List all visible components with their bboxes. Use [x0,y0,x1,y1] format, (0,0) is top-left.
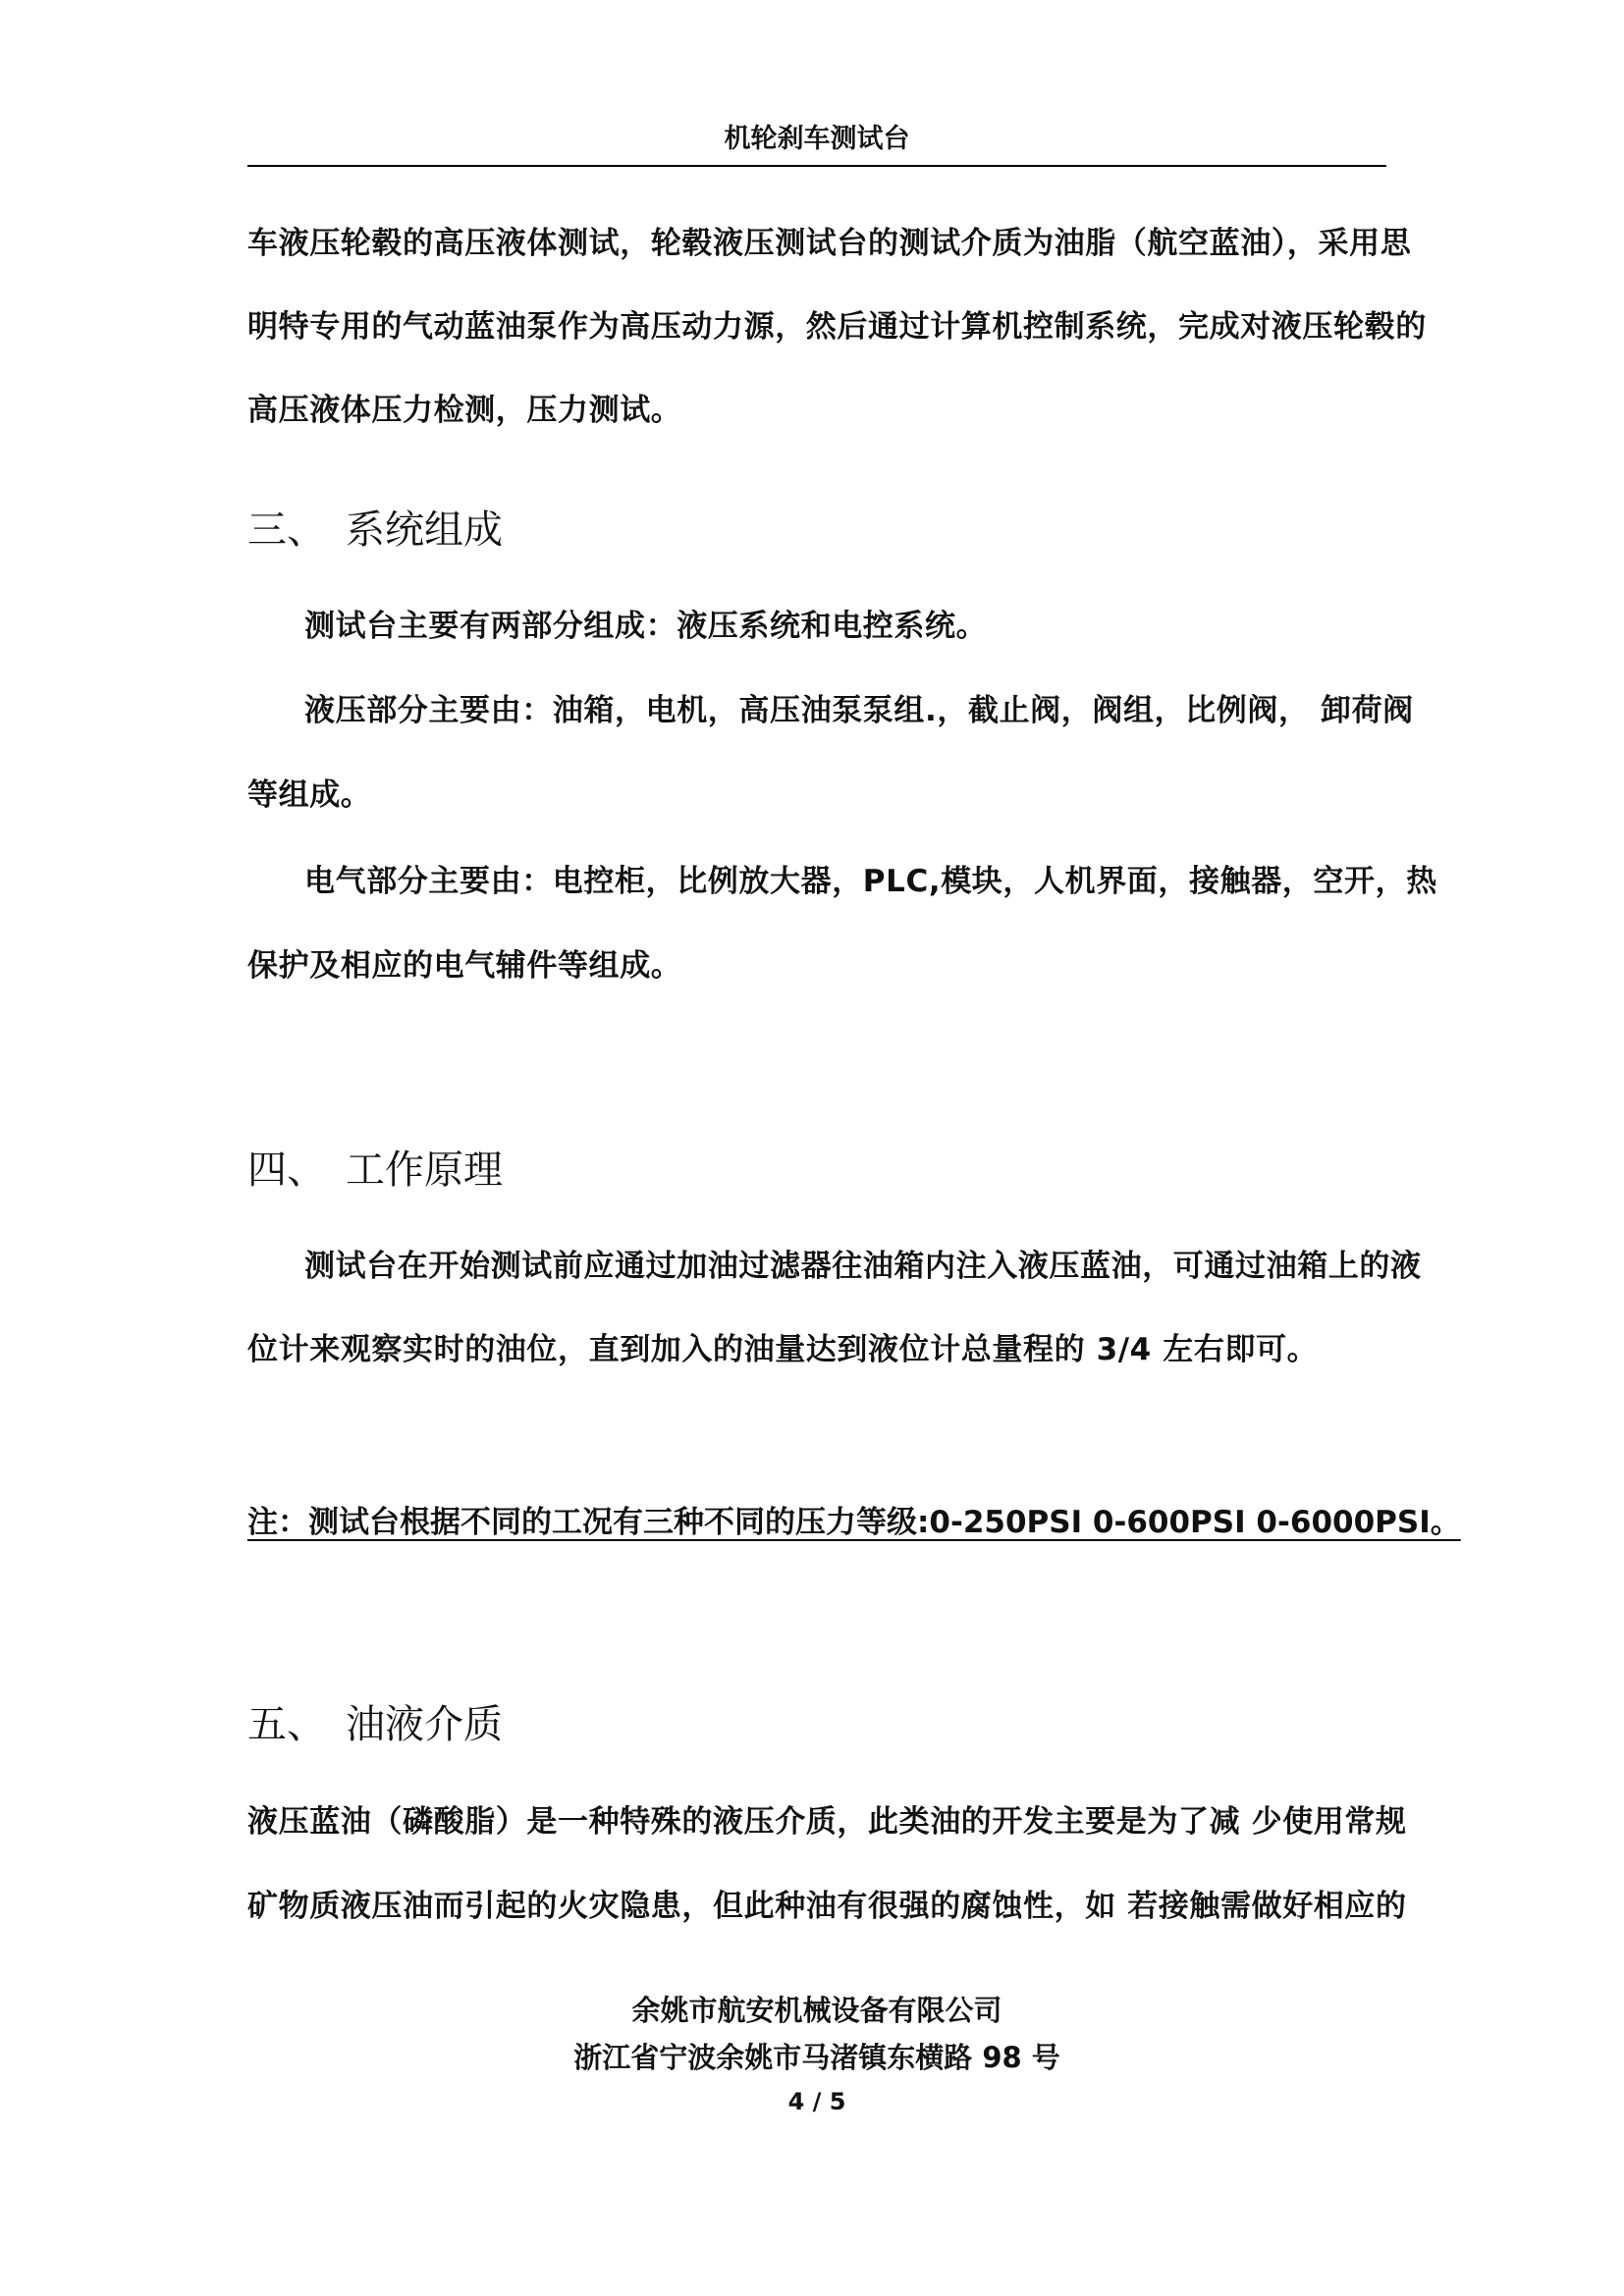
section-3-para-3-line-1: 电气部分主要由：电控柜，比例放大器，PLC,模块，人机界面，接触器，空开，热 [304,864,1437,899]
footer-address: 浙江省宁波余姚市马渚镇东横路 98 号 [573,2041,1060,2074]
section-5-number: 五、 [247,1702,326,1747]
section-3-para-1: 测试台主要有两部分组成：液压系统和电控系统。 [304,609,988,644]
section-5-para-1-line-1: 液压蓝油（磷酸脂）是一种特殊的液压介质，此类油的开发主要是为了减 少使用常规 [247,1804,1407,1840]
header-divider [247,165,1386,167]
intro-line-1: 车液压轮毂的高压液体测试，轮毂液压测试台的测试介质为油脂（航空蓝油），采用思 [247,226,1412,261]
section-3-title: 系统组成 [346,507,503,553]
footer-company-name: 余姚市航安机械设备有限公司 [631,1994,1002,2027]
section-4-number: 四、 [247,1148,326,1193]
page-number: 4 / 5 [787,2088,846,2115]
section-5-title: 油液介质 [346,1702,503,1747]
section-3-para-2-line-2: 等组成。 [247,777,372,813]
section-5-para-1-line-2: 矿物质液压油而引起的火灾隐患，但此种油有很强的腐蚀性，如 若接触需做好相应的 [247,1889,1407,1924]
section-5-heading [247,1697,503,1752]
pressure-level-note: 注：测试台根据不同的工况有三种不同的压力等级:0-250PSI 0-600PSI 0-6000PSI。 [247,1505,1461,1540]
section-4-para-1-line-1: 测试台在开始测试前应通过加油过滤器往油箱内注入液压蓝油，可通过油箱上的液 [304,1249,1422,1284]
section-4-title: 工作原理 [346,1148,503,1193]
section-4-heading [247,1143,503,1198]
section-3-number: 三、 [247,507,326,553]
section-3-para-2-line-1: 液压部分主要由：油箱，电机，高压油泵泵组.，截止阀，阀组，比例阀， 卸荷阀 [304,693,1414,728]
section-3-para-3-line-2: 保护及相应的电气辅件等组成。 [247,948,682,984]
intro-line-3: 高压液体压力检测，压力测试。 [247,393,682,428]
page-header-title: 机轮刹车测试台 [724,124,910,154]
intro-line-2: 明特专用的气动蓝油泵作为高压动力源，然后通过计算机控制系统，完成对液压轮毂的 [247,309,1427,345]
section-4-para-1-line-2: 位计来观察实时的油位，直到加入的油量达到液位计总量程的 3/4 左右即可。 [247,1332,1319,1367]
section-3-heading [247,503,503,558]
